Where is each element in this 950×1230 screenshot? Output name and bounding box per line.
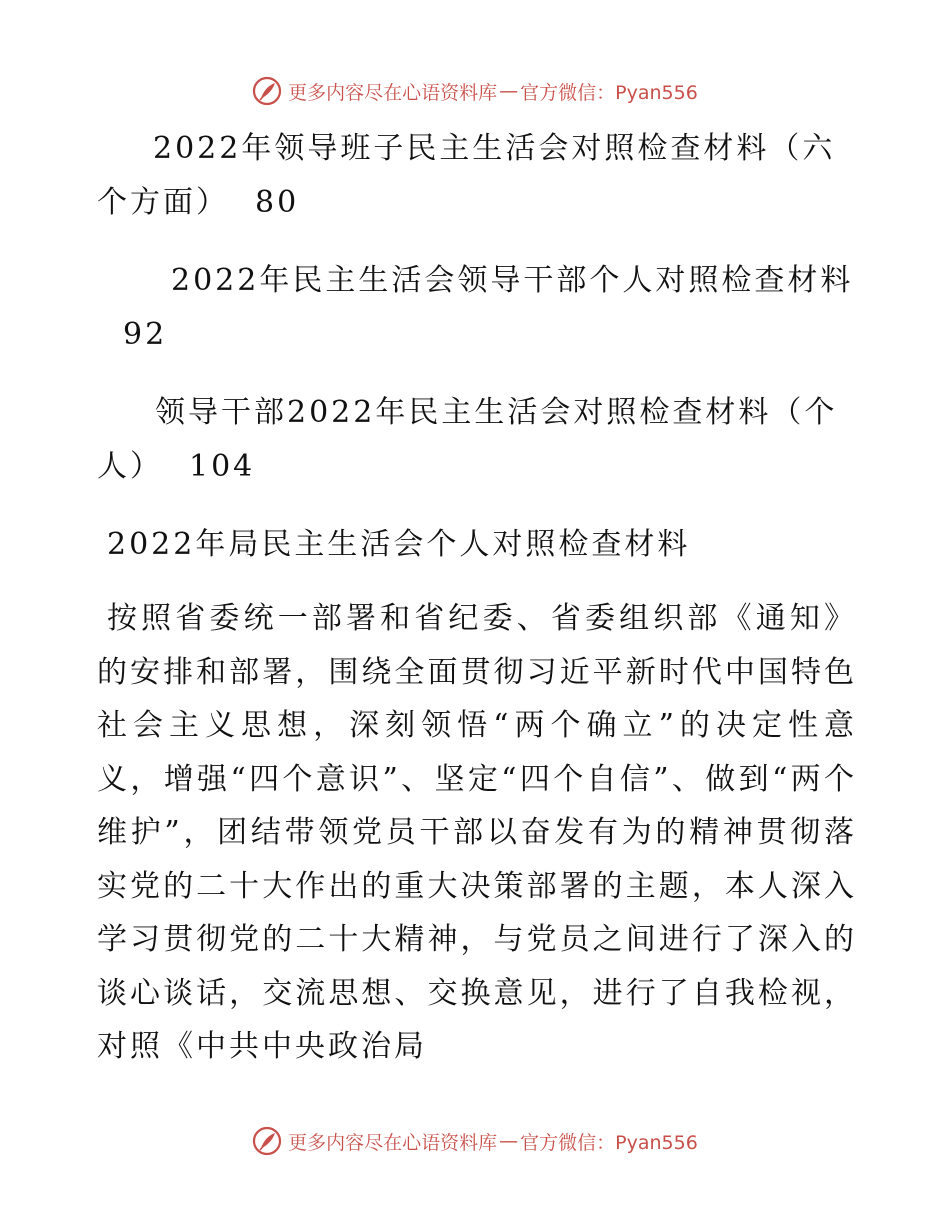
toc-entry-title: 2022年领导班子民主生活会对照检查材料（六个方面） bbox=[97, 131, 836, 220]
feather-pen-logo-icon bbox=[252, 76, 282, 106]
section-heading: 2022年局民主生活会个人对照检查材料 bbox=[107, 527, 691, 562]
toc-entry-page: 104 bbox=[189, 449, 256, 484]
toc-entry bbox=[97, 122, 857, 230]
toc-entry bbox=[97, 386, 857, 494]
watermark-wechat-text: 官方微信：Pyan556 bbox=[520, 81, 698, 104]
watermark-site-text: 更多内容尽在心语资料库 bbox=[288, 81, 498, 104]
document-content bbox=[97, 122, 857, 1074]
watermark-site-text: 更多内容尽在心语资料库 bbox=[288, 1131, 498, 1154]
toc-entry-page: 92 bbox=[123, 317, 168, 352]
footer-watermark bbox=[0, 1124, 950, 1158]
watermark-separator: — bbox=[499, 1130, 519, 1152]
header-watermark bbox=[0, 74, 950, 108]
body-paragraph: 按照省委统一部署和省纪委、省委组织部《通知》的安排和部署，围绕全面贯彻习近平新时代中国特色社会主义思想，深刻领悟“两个确立”的决定性意义，增强“四个意识”、坚定“四个自信”、做到“两个维护”，团结带领党员干部以奋发有为的精神贯彻落实党的二十大作出的重大决策部署的主题，本人深入学习贯彻党的二十大精神，与党员之间进行了深入的谈心谈话，交流思想、交换意见，进行了自我检视，对照《中共中央政治局 bbox=[97, 601, 857, 1064]
toc-entry-title: 领导干部2022年民主生活会对照检查材料（个人） bbox=[97, 395, 838, 484]
toc-entry-title: 2022年民主生活会领导干部个人对照检查材料 bbox=[171, 263, 854, 298]
watermark-separator: — bbox=[499, 80, 519, 102]
watermark-wechat-text: 官方微信：Pyan556 bbox=[520, 1131, 698, 1154]
feather-pen-logo-icon bbox=[252, 1126, 282, 1156]
toc-entry-page: 80 bbox=[255, 185, 300, 220]
toc-entry bbox=[97, 254, 857, 362]
